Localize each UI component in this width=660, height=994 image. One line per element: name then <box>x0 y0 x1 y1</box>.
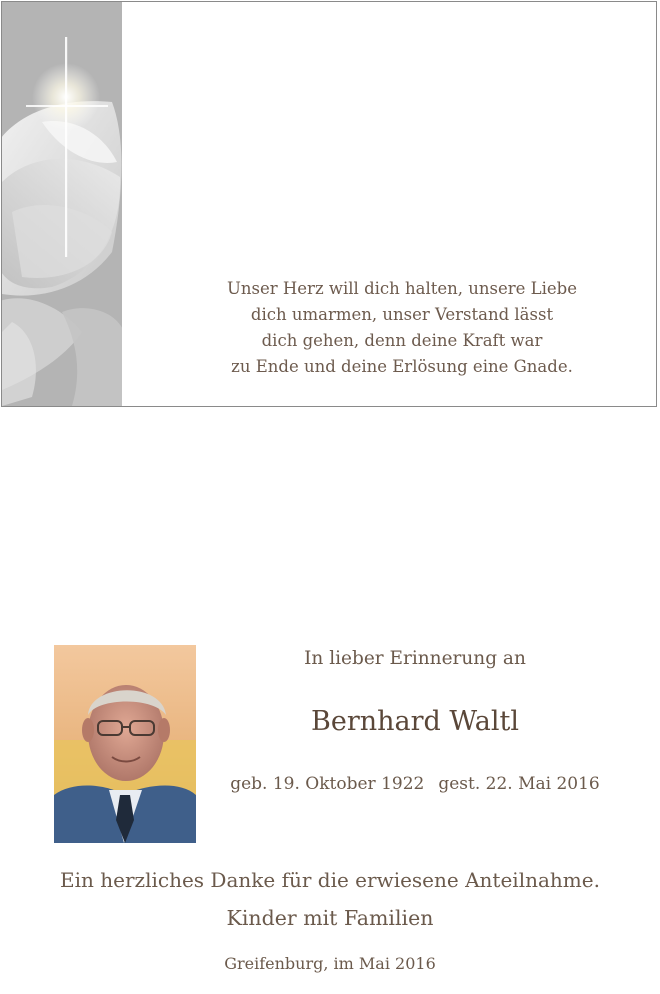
poem-line: dich umarmen, unser Verstand lässt <box>250 305 554 324</box>
deceased-name: Bernhard Waltl <box>311 706 519 737</box>
card-front <box>1 1 657 407</box>
poem-line: Unser Herz will dich halten, unsere Liebe <box>227 279 577 298</box>
rose-with-cross-light-image <box>2 2 122 406</box>
portrait-photo-image <box>54 645 196 843</box>
portrait-photo <box>54 645 196 843</box>
rose-cross-image <box>2 2 122 406</box>
birth-date: geb. 19. Oktober 1922 <box>230 774 425 794</box>
death-date: gest. 22. Mai 2016 <box>438 774 600 794</box>
family-signature: Kinder mit Familien <box>226 906 434 930</box>
memorial-intro: In lieber Erinnerung an <box>304 648 526 669</box>
place-date: Greifenburg, im Mai 2016 <box>224 954 436 973</box>
poem-line: dich gehen, denn deine Kraft war <box>261 331 543 350</box>
thanks-text: Ein herzliches Danke für die erwiesene Anteilnahme. <box>60 868 600 892</box>
poem-line: zu Ende und deine Erlösung eine Gnade. <box>231 357 573 376</box>
poem <box>152 276 652 380</box>
life-dates <box>230 774 600 794</box>
